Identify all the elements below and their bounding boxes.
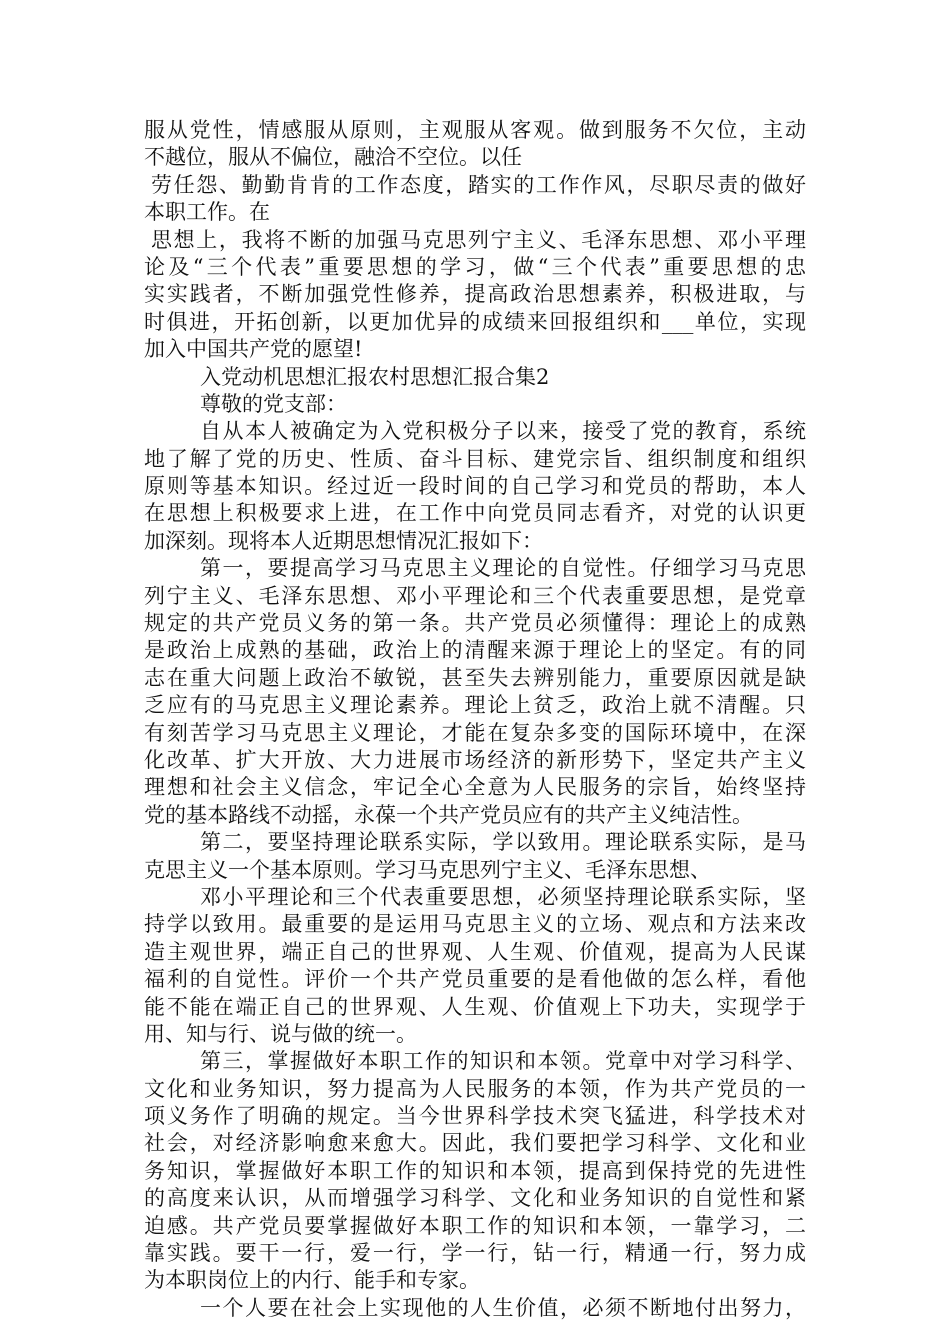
text-line: 规定的共产党员义务的第一条。共产党员必须懂得：理论上的成熟 [144, 611, 806, 636]
text-line: 地了解了党的历史、性质、奋斗目标、建党宗旨、组织制度和组织 [144, 446, 806, 471]
text-line: 持学以致用。最重要的是运用马克思主义的立场、观点和方法来改 [144, 912, 806, 937]
text-line: 自从本人被确定为入党积极分子以来，接受了党的教育，系统 [200, 419, 806, 444]
text-line: 乏应有的马克思主义理论素养。理论上贫乏，政治上就不清醒。只 [144, 693, 806, 718]
text-line: 劳任怨、勤勤肯肯的工作态度，踏实的工作作风，尽职尽责的做好 [151, 172, 806, 197]
text-line: 时俱进，开拓创新，以更加优异的成绩来回报组织和___单位，实现 [144, 309, 806, 334]
text-line: 第一，要提高学习马克思主义理论的自觉性。仔细学习马克思 [200, 556, 806, 581]
text-line: 一个人要在社会上实现他的人生价值，必须不断地付出努力， [200, 1295, 806, 1320]
text-line: 社会，对经济影响愈来愈大。因此，我们要把学习科学、文化和业 [144, 1131, 806, 1156]
text-line: 思想上，我将不断的加强马克思列宁主义、毛泽东思想、邓小平理 [151, 227, 806, 252]
document-body [144, 117, 806, 1322]
text-line: 化改革、扩大开放、大力进展市场经济的新形势下，坚定共产主义 [144, 747, 806, 772]
text-line: 原则等基本知识。经过近一段时间的自己学习和党员的帮助，本人 [144, 474, 806, 499]
text-line: 尊敬的党支部： [200, 391, 347, 416]
text-line: 福利的自觉性。评价一个共产党员重要的是看他做的怎么样，看他 [144, 967, 806, 992]
text-line: 的高度来认识，从而增强学习科学、文化和业务知识的自觉性和紧 [144, 1186, 806, 1211]
text-line: 不越位，服从不偏位，融洽不空位。以任 [144, 145, 522, 170]
text-line: 论及“三个代表”重要思想的学习，做“三个代表”重要思想的忠 [144, 254, 806, 279]
text-line: 有刻苦学习马克思主义理论，才能在复杂多变的国际环境中，在深 [144, 720, 806, 745]
text-line: 务知识，掌握做好本职工作的知识和本领，提高到保持党的先进性 [144, 1158, 806, 1183]
text-line: 为本职岗位上的内行、能手和专家。 [144, 1268, 480, 1293]
text-line: 服从党性，情感服从原则，主观服从客观。做到服务不欠位，主动 [144, 118, 806, 142]
text-line: 实实践者，不断加强党性修养，提高政治思想素养，积极进取，与 [144, 282, 806, 307]
text-line: 加深刻。现将本人近期思想情况汇报如下： [144, 528, 543, 553]
text-line: 列宁主义、毛泽东思想、邓小平理论和三个代表重要思想，是党章 [144, 583, 806, 608]
text-line: 文化和业务知识，努力提高为人民服务的本领，作为共产党员的一 [144, 1076, 806, 1101]
text-line: 理想和社会主义信念，牢记全心全意为人民服务的宗旨，始终坚持 [144, 775, 806, 800]
text-line: 第三，掌握做好本职工作的知识和本领。党章中对学习科学、 [200, 1049, 806, 1074]
text-line: 是政治上成熟的基础，政治上的清醒来源于理论上的坚定。有的同 [144, 638, 806, 663]
text-line: 克思主义一个基本原则。学习马克思列宁主义、毛泽东思想、 [144, 857, 711, 882]
text-line: 靠实践。要干一行，爱一行，学一行，钻一行，精通一行，努力成 [144, 1241, 806, 1266]
text-line: 迫感。共产党员要掌握做好本职工作的知识和本领，一靠学习，二 [144, 1213, 806, 1238]
text-line: 志在重大问题上政治不敏锐，甚至失去辨别能力，重要原因就是缺 [144, 665, 806, 690]
text-line: 入党动机思想汇报农村思想汇报合集2 [200, 364, 550, 389]
text-line: 本职工作。在 [144, 200, 270, 225]
text-line: 邓小平理论和三个代表重要思想，必须坚持理论联系实际，坚 [200, 884, 806, 909]
text-line: 用、知与行、说与做的统一。 [144, 1021, 417, 1046]
text-line: 加入中国共产党的愿望! [144, 337, 363, 362]
text-line: 项义务作了明确的规定。当今世界科学技术突飞猛进，科学技术对 [144, 1104, 806, 1129]
text-line: 能不能在端正自己的世界观、人生观、价值观上下功夫，实现学于 [144, 994, 806, 1019]
text-line: 党的基本路线不动摇，永葆一个共产党员应有的共产主义纯洁性。 [144, 802, 753, 827]
text-line: 造主观世界，端正自己的世界观、人生观、价值观，提高为人民谋 [144, 939, 806, 964]
text-line: 第二，要坚持理论联系实际，学以致用。理论联系实际，是马 [200, 830, 806, 855]
text-line: 在思想上积极要求上进，在工作中向党员同志看齐，对党的认识更 [144, 501, 806, 526]
